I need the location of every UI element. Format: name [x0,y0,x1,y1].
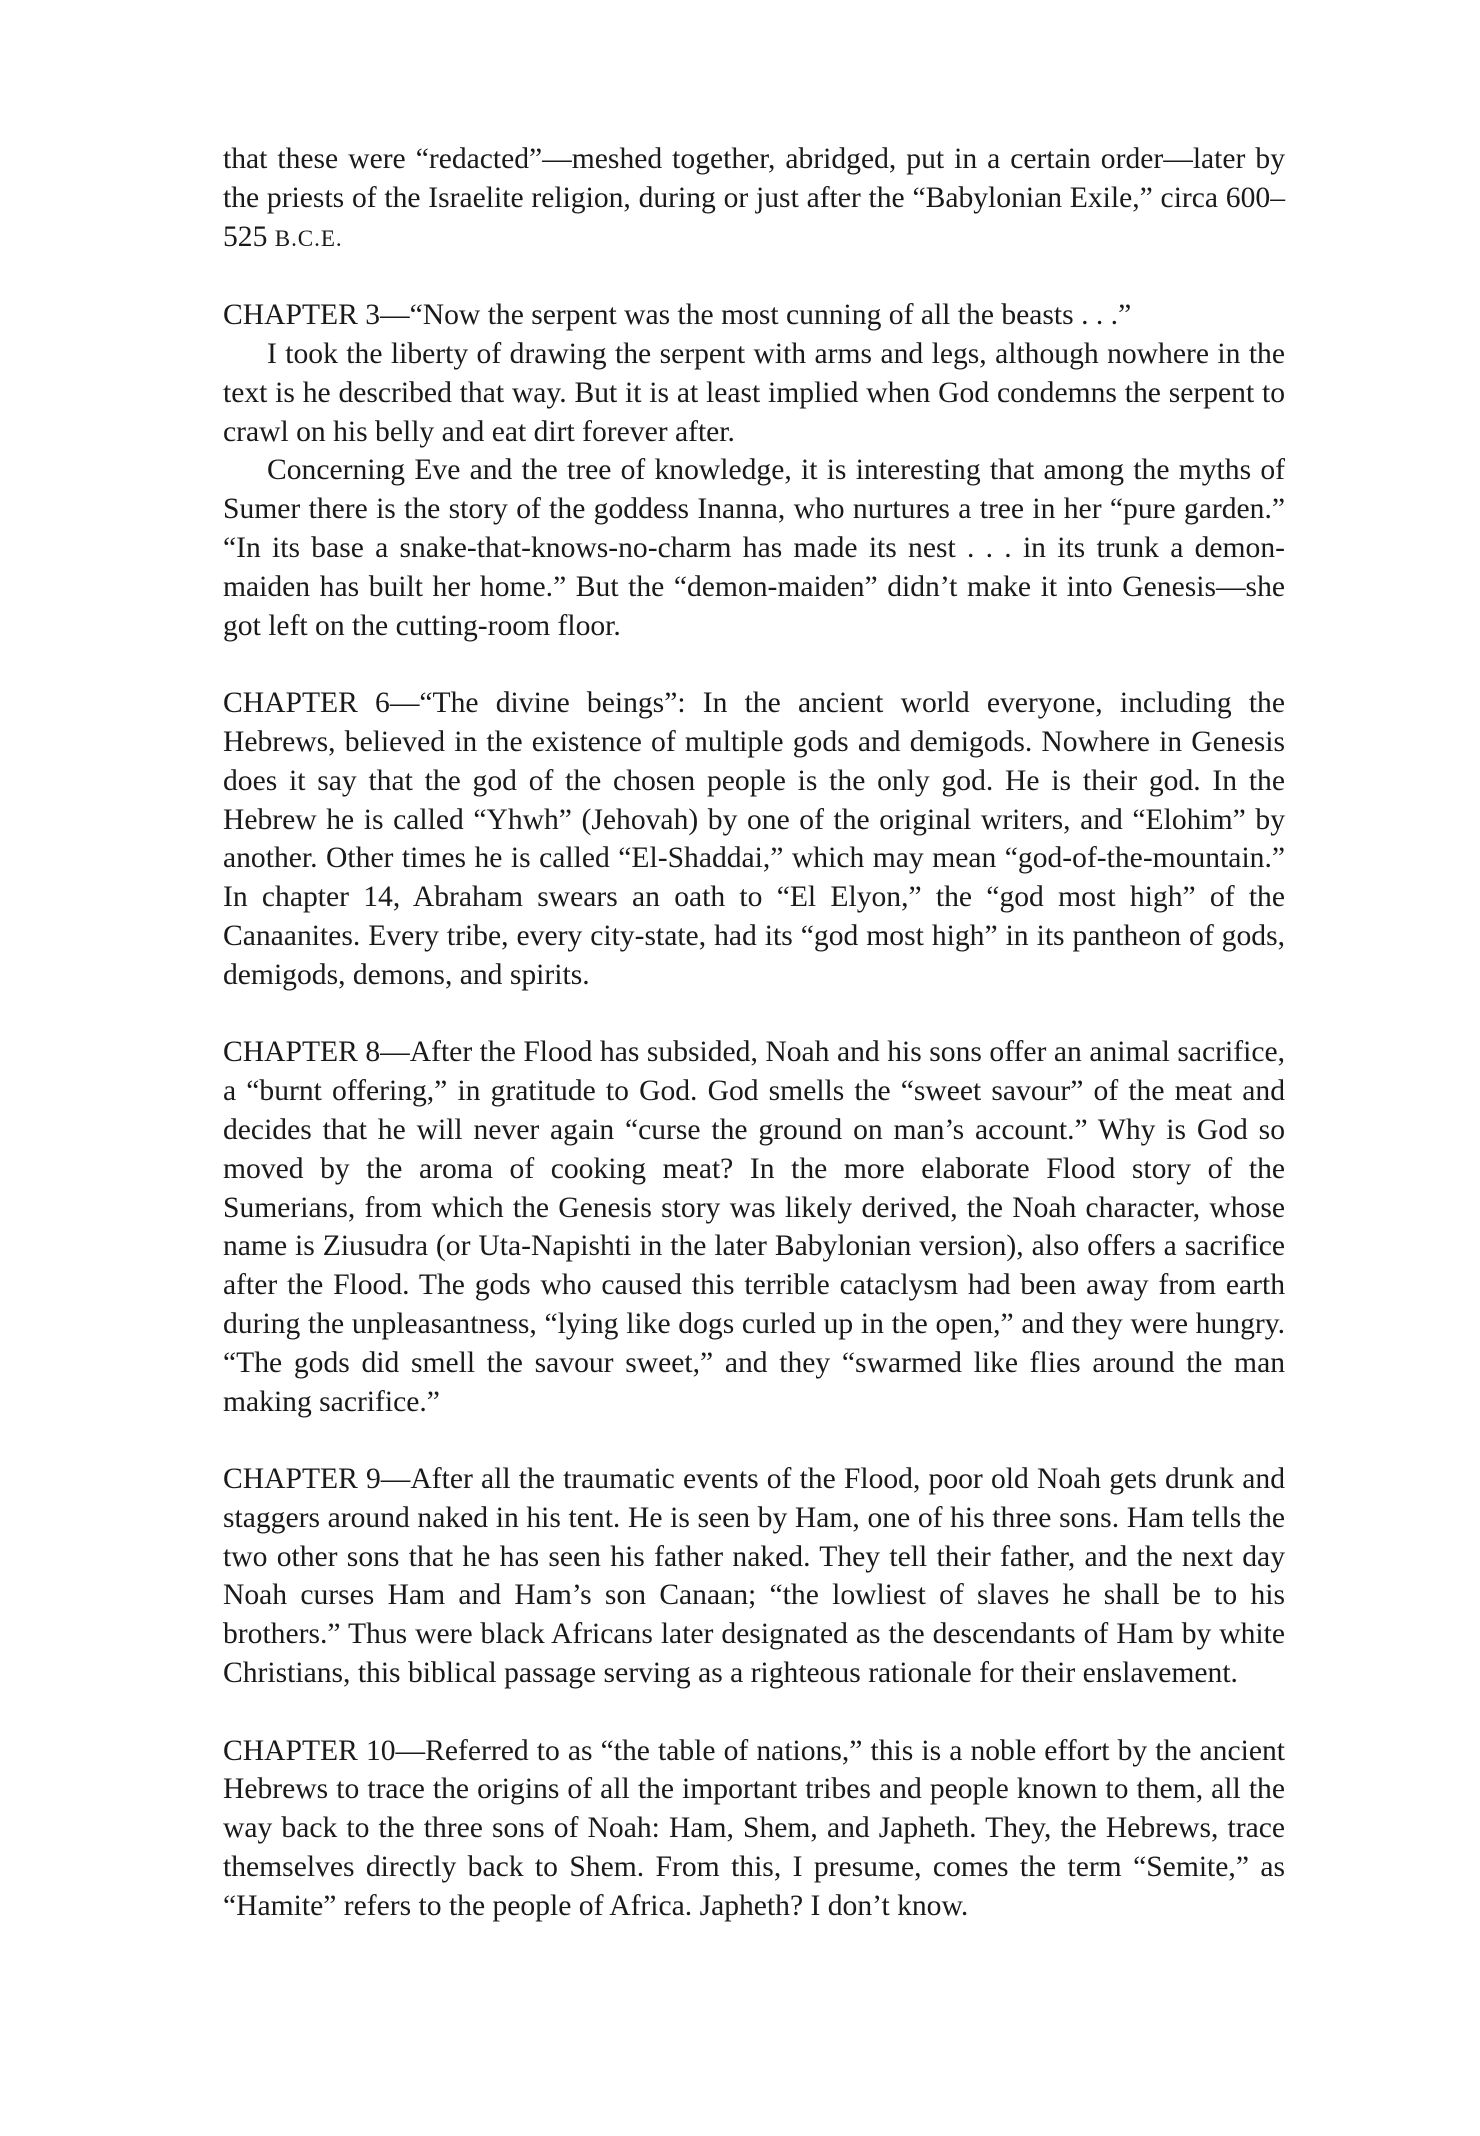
chapter-3-heading: CHAPTER 3—“Now the serpent was the most cunning of all the beasts . . .” [223,299,1132,332]
era-abbreviation: B.C.E. [274,224,343,251]
chapter-3-section [223,296,1285,645]
intro-section [223,140,1285,257]
chapter-10-paragraph: CHAPTER 10—Referred to as “the table of nations,” this is a noble effort by the ancient Hebrews to trace the origins of all the important tribes and people known to them, all the way back to the three sons of Noah: Ham, Shem, and Japheth. They, the Hebrews, trace themselves directly back to Shem. From this, I presume, comes the term “Semite,” as “Hamite” refers to the people of Africa. Japheth? I don’t know. [223,1734,1285,1922]
chapter-3-paragraph-eve: Concerning Eve and the tree of knowledge, it is interesting that among the myths of Sumer there is the story of the goddess Inanna, who nurtures a tree in her “pure garden.” “In its base a snake-that-knows-no-charm has made its nest . . . in its trunk a demon-maiden has built her home.” But the “demon-maiden” didn’t make it into Genesis—she got left on the cutting-room floor. [223,454,1285,642]
intro-paragraph [223,140,1285,257]
chapter-6-paragraph: CHAPTER 6—“The divine beings”: In the ancient world everyone, including the Hebrews, believed in the existence of multiple gods and demigods. Nowhere in Genesis does it say that the god of the chosen people is the only god. He is their god. In the Hebrew he is called “Yhwh” (Jehovah) by one of the original writers, and “Elohim” by another. Other times he is called “El-Shaddai,” which may mean “god-of-the-mountain.” In chapter 14, Abraham swears an oath to “El Elyon,” the “god most high” of the Canaanites. Every tribe, every city-state, had its “god most high” in its pantheon of gods, demigods, demons, and spirits. [223,687,1285,991]
chapter-9-paragraph: CHAPTER 9—After all the traumatic events of the Flood, poor old Noah gets drunk and staggers around naked in his tent. He is seen by Ham, one of his three sons. Ham tells the two other sons that he has seen his father naked. They tell their father, and the next day Noah curses Ham and Ham’s son Canaan; “the lowliest of slaves he shall be to his brothers.” Thus were black Africans later designated as the descendants of Ham by white Christians, this biblical passage serving as a righteous rationale for their enslavement. [223,1463,1285,1690]
chapter-10-section [223,1732,1285,1926]
page-body [223,140,1285,1964]
chapter-3-paragraph-serpent: I took the liberty of drawing the serpent with arms and legs, although nowhere in the text is he described that way. But it is at least implied when God condemns the serpent to crawl on his belly and eat dirt forever after. [223,337,1285,448]
chapter-8-paragraph: CHAPTER 8—After the Flood has subsided, Noah and his sons offer an animal sacrifice, a “burnt offering,” in gratitude to God. God smells the “sweet savour” of the meat and decides that he will never again “curse the ground on man’s account.” Why is God so moved by the aroma of cooking meat? In the more elaborate Flood story of the Sumerians, from which the Genesis story was likely derived, the Noah character, whose name is Ziusudra (or Uta-Napishti in the later Babylonian version), also offers a sacrifice after the Flood. The gods who caused this terrible cataclysm had been away from earth during the unpleasantness, “lying like dogs curled up in the open,” and they were hungry. “The gods did smell the savour sweet,” and they “swarmed like flies around the man making sacrifice.” [223,1036,1285,1418]
chapter-9-section [223,1460,1285,1693]
chapter-8-section [223,1033,1285,1421]
chapter-6-section [223,684,1285,994]
intro-text: that these were “redacted”—meshed together, abridged, put in a certain order—later by the priests of the Israelite religion, during or just after the “Babylonian Exile,” circa 600–525 [223,143,1285,253]
